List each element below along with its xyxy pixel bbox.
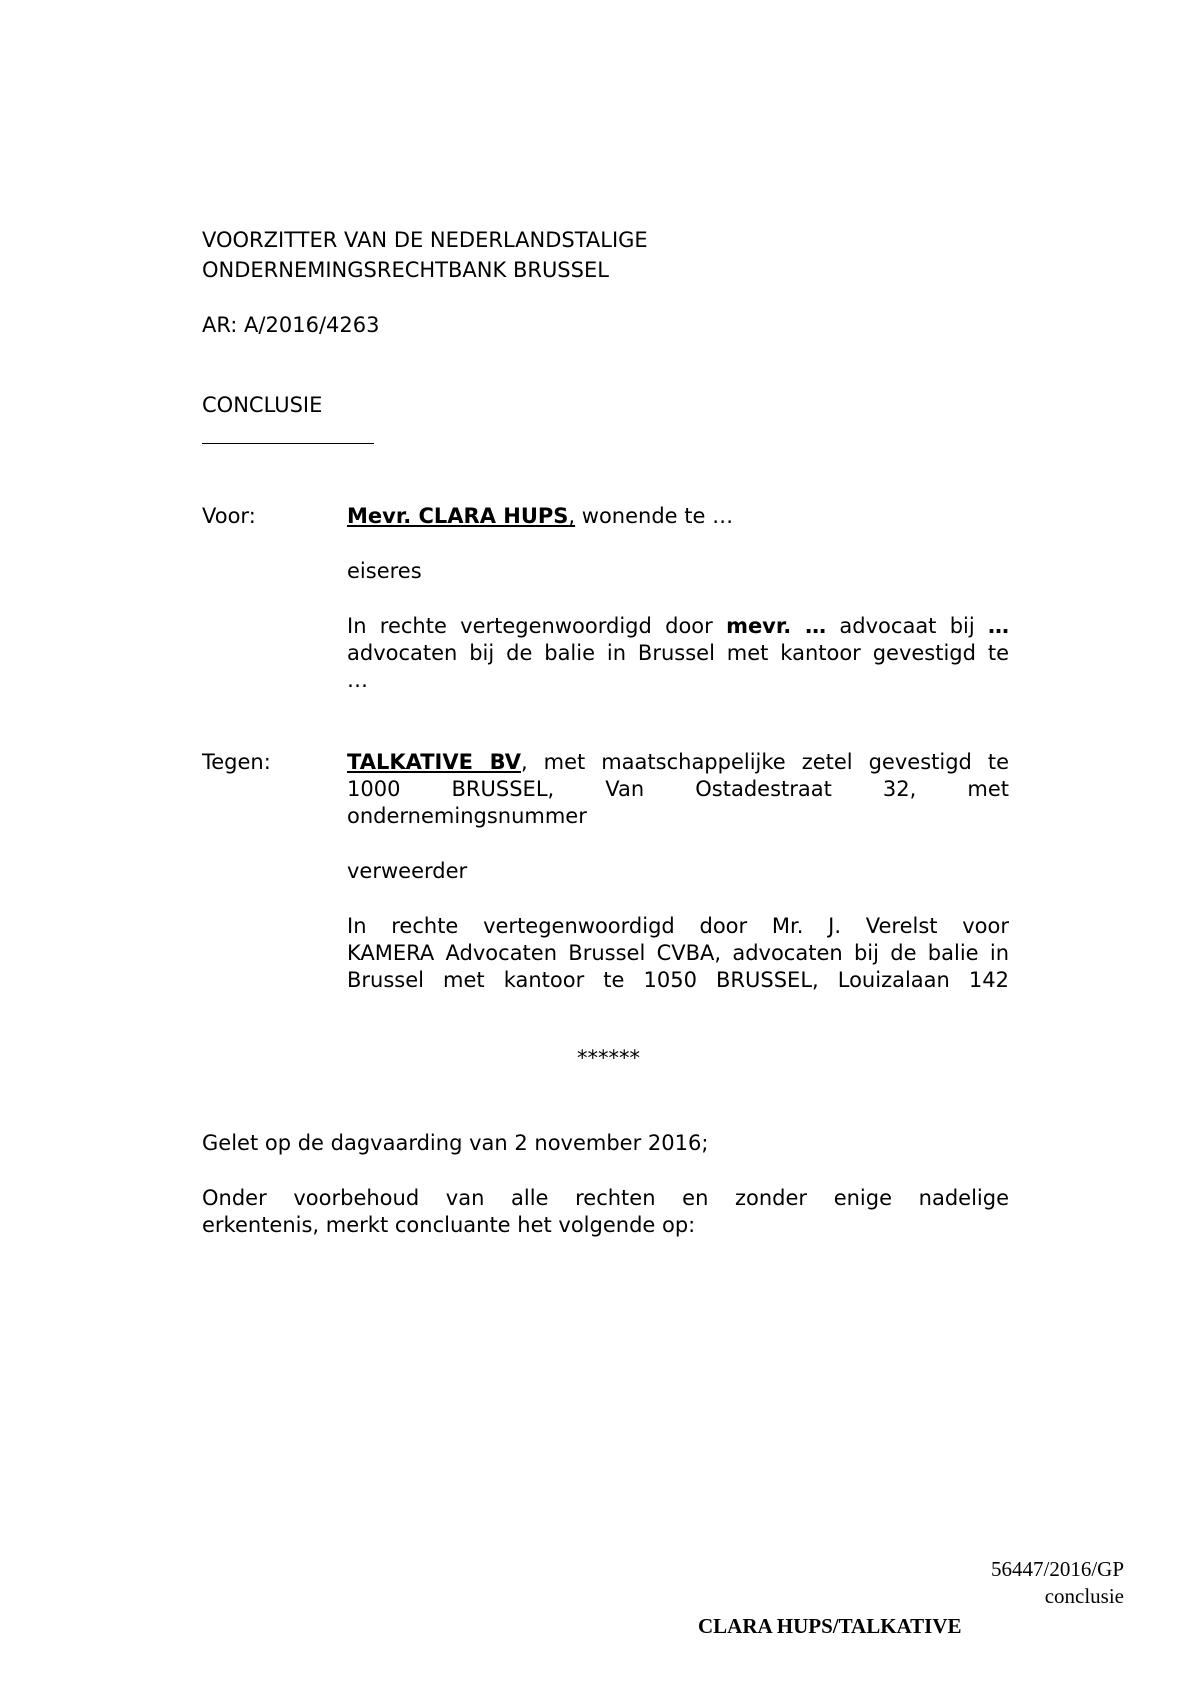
title-underline-divider (202, 443, 374, 444)
document-title: CONCLUSIE (202, 393, 323, 417)
plaintiff-rep-firm: … (988, 614, 1009, 638)
plaintiff-label: Voor: (202, 504, 256, 528)
footer-parties: CLARA HUPS/TALKATIVE (698, 1614, 962, 1638)
court-name-line-1: VOORZITTER VAN DE NEDERLANDSTALIGE (202, 228, 648, 252)
defendant-address: 1000 BRUSSEL, Van Ostadestraat 32, met (347, 777, 1009, 801)
plaintiff-name-comma: , (568, 504, 576, 528)
defendant-name: TALKATIVE BV (347, 750, 521, 774)
body-paragraph-2-line-2: erkentenis, merkt concluante het volgende op: (202, 1213, 696, 1237)
case-number: AR: A/2016/4263 (202, 313, 380, 337)
plaintiff-role: eiseres (347, 559, 422, 583)
plaintiff-representation-line-2: advocaten bij de balie in Brussel met kantoor gevestigd te (347, 641, 1009, 665)
defendant-company-number: ondernemingsnummer (347, 804, 587, 828)
plaintiff-address: wonende te … (575, 504, 734, 528)
defendant-representation-line-3: Brussel met kantoor te 1050 BRUSSEL, Louizalaan 142 (347, 968, 1009, 992)
plaintiff-rep-lawyer: mevr. … (726, 614, 827, 638)
footer-doc-type: conclusie (1044, 1584, 1124, 1608)
plaintiff-representation-line-3: … (347, 668, 368, 692)
plaintiff-rep-text-2: advocaat bij (826, 614, 988, 638)
body-paragraph-1: Gelet op de dagvaarding van 2 november 2016; (202, 1131, 709, 1155)
section-separator: ****** (577, 1046, 640, 1070)
defendant-line-1 (347, 749, 1009, 776)
plaintiff-name: Mevr. CLARA HUPS (347, 504, 569, 528)
plaintiff-name-line (347, 503, 733, 530)
body-paragraph-2-line-1: Onder voorbehoud van alle rechten en zonder enige nadelige (202, 1186, 1009, 1210)
defendant-label: Tegen: (202, 750, 271, 774)
defendant-representation-line-1: In rechte vertegenwoordigd door Mr. J. Verelst voor (347, 914, 1009, 938)
plaintiff-rep-text-1: In rechte vertegenwoordigd door (347, 614, 727, 638)
defendant-line-1-rest: , met maatschappelijke zetel gevestigd te (520, 750, 1009, 774)
plaintiff-representation-line-1 (347, 613, 1009, 640)
defendant-representation-line-2: KAMERA Advocaten Brussel CVBA, advocaten bij de balie in (347, 941, 1009, 965)
court-name-line-2: ONDERNEMINGSRECHTBANK BRUSSEL (202, 258, 609, 282)
defendant-role: verweerder (347, 859, 468, 883)
footer-reference: 56447/2016/GP (990, 1557, 1124, 1581)
